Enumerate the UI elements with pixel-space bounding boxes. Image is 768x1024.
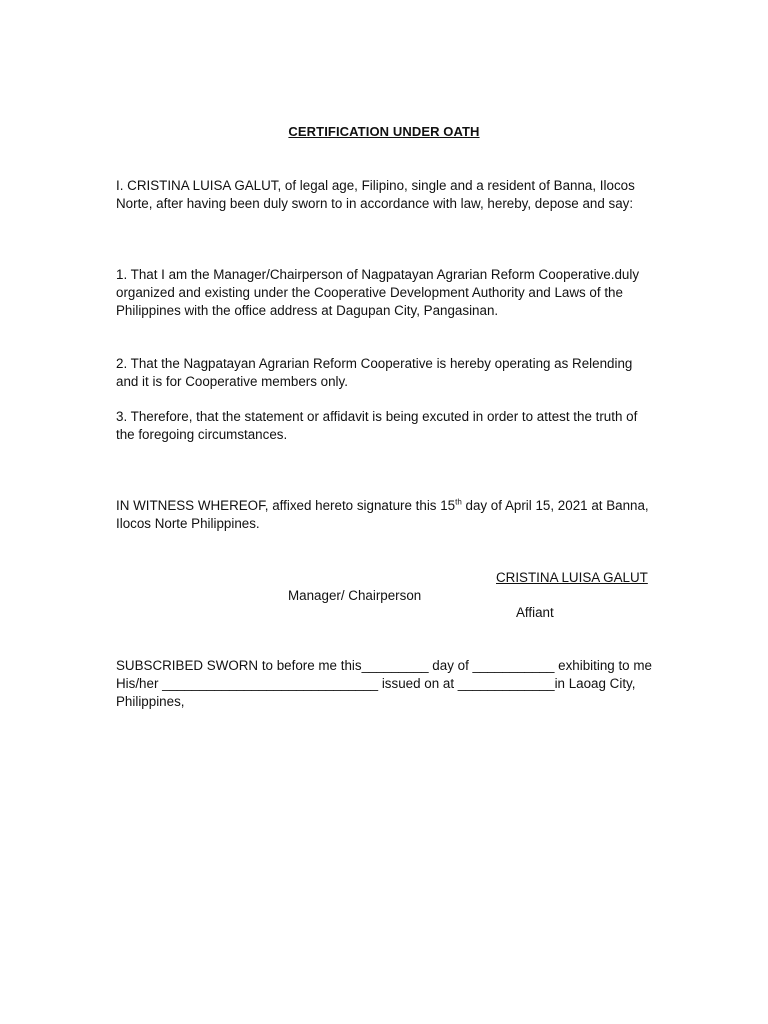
intro-paragraph: I. CRISTINA LUISA GALUT, of legal age, Filipino, single and a resident of Banna, Ilocos Norte, after having been duly sworn to in accordance with law, hereby, depose and say: <box>116 178 635 211</box>
witness-ordinal-suffix: th <box>455 497 462 507</box>
statement-item-1: 1. That I am the Manager/Chairperson of Nagpatayan Agrarian Reform Cooperative.duly organized and existing under the Cooperative Development Authority and Laws of the Philippines with the office address at Dagupan City, Pangasinan. <box>116 267 640 318</box>
statement-item-3: 3. Therefore, that the statement or affidavit is being excuted in order to attest the truth of the foregoing circumstances. <box>116 409 638 442</box>
witness-text-after: day of April 15, 2021 at Banna, Ilocos Norte Philippines. <box>116 498 649 531</box>
witness-paragraph <box>116 497 656 533</box>
witness-text-before: IN WITNESS WHEREOF, affixed hereto signature this 15 <box>116 498 456 513</box>
document-title: CERTIFICATION UNDER OATH <box>288 124 480 139</box>
affiant-label: Affiant <box>516 605 554 620</box>
subscribed-sworn-paragraph: SUBSCRIBED SWORN to before me this_________ day of ___________ exhibiting to me His/her _____________________________ issued on at _____________in Laoag City, Philippines, <box>116 658 652 709</box>
statement-item-2: 2. That the Nagpatayan Agrarian Reform Cooperative is hereby operating as Relending and it is for Cooperative members only. <box>116 356 633 389</box>
affiant-name: CRISTINA LUISA GALUT <box>496 570 648 585</box>
affiant-position: Manager/ Chairperson <box>288 588 422 603</box>
